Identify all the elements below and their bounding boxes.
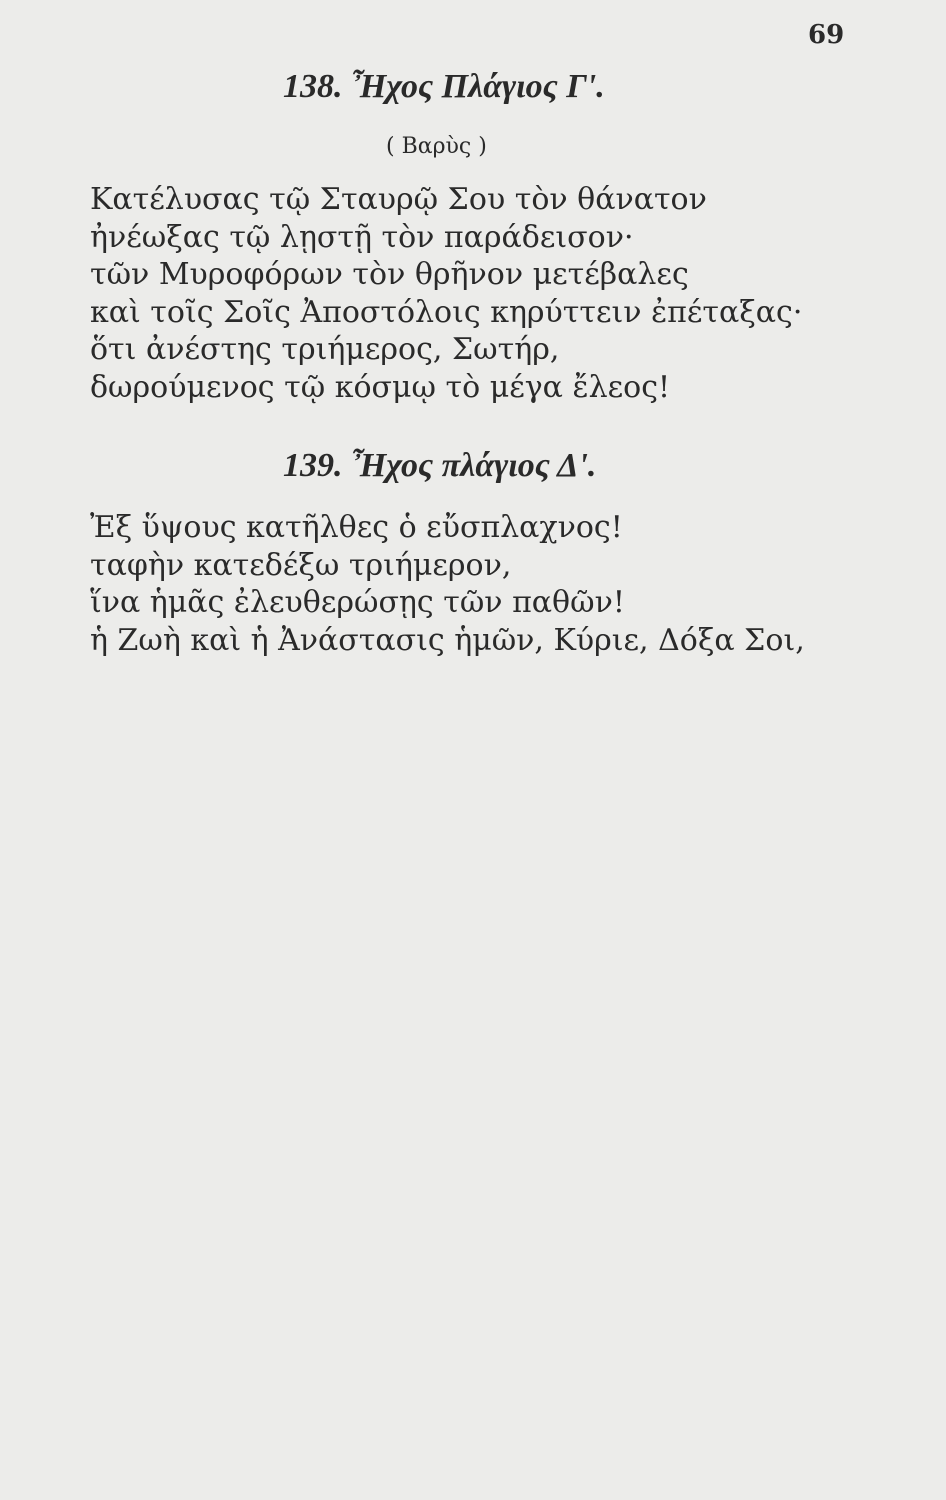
hymn-138-heading: 138. Ἦχος Πλάγιος Γ'.: [283, 68, 605, 105]
hymn-line: ταφὴν κατεδέξω τριήμερον,: [90, 547, 512, 583]
hymn-line: τῶν Μυροφόρων τὸν θρῆνον μετέβαλες: [90, 257, 689, 292]
page-number: 69: [808, 20, 845, 50]
hymn-line: δωρούμενος τῷ κόσμῳ τὸ μέγα ἔλεος!: [90, 369, 671, 405]
hymn-138-text: [90, 181, 802, 406]
hymn-line: Κατέλυσας τῷ Σταυρῷ Σου τὸν θάνατον: [90, 182, 707, 217]
hymn-line: Ἐξ ὕψους κατῆλθες ὁ εὔσπλαχνος!: [90, 510, 623, 545]
hymn-138-subtitle: ( Βαρὺς ): [386, 134, 487, 159]
hymn-139-text: [90, 509, 805, 659]
hymn-line: ὅτι ἀνέστης τριήμερος, Σωτήρ,: [90, 332, 560, 367]
hymn-139-heading: 139. Ἦχος πλάγιος Δ'.: [283, 447, 597, 484]
hymn-line: ἵνα ἡμᾶς ἐλευθερώσῃς τῶν παθῶν!: [90, 585, 625, 620]
hymn-line: καὶ τοῖς Σοῖς Ἀποστόλοις κηρύττειν ἐπέταξας·: [90, 294, 803, 330]
hymn-line: ἠνέωξας τῷ λῃστῇ τὸν παράδεισον·: [90, 219, 634, 255]
hymn-line: ἡ Ζωὴ καὶ ἡ Ἀνάστασις ἡμῶν, Κύριε, Δόξα Σοι,: [90, 622, 805, 658]
